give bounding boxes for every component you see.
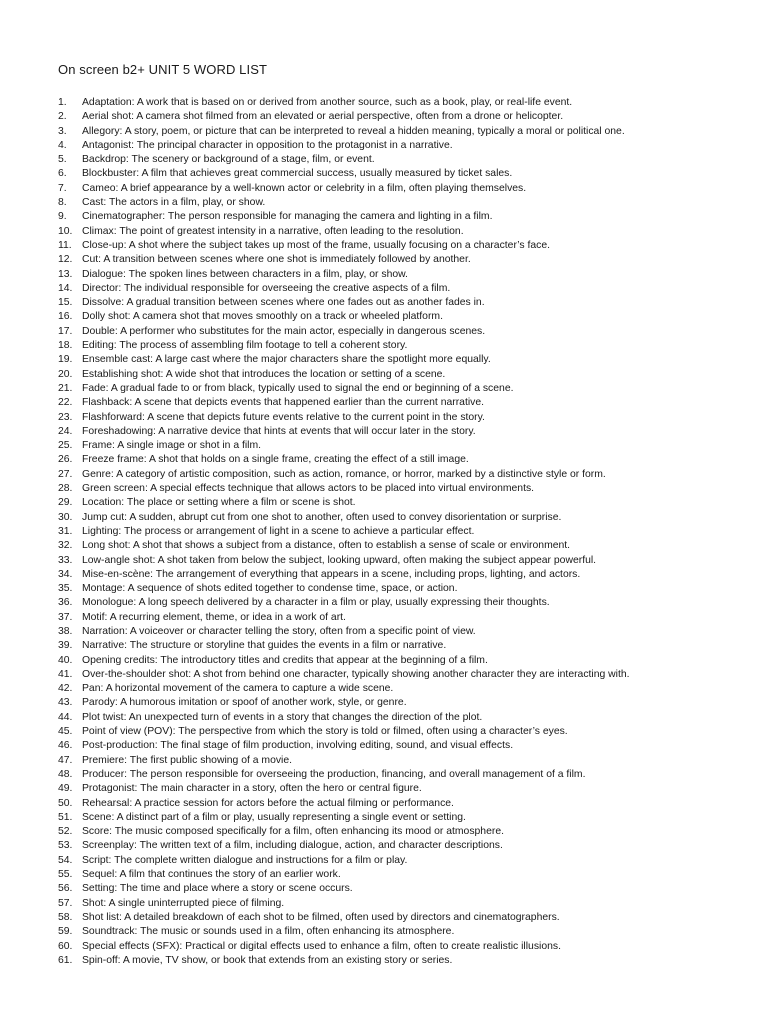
list-item-number: 44.	[58, 711, 73, 723]
list-item	[58, 225, 728, 239]
list-item-number: 19.	[58, 354, 73, 366]
list-item-number: 16.	[58, 311, 73, 323]
list-item-text: Climax: The point of greatest intensity in a narrative, often leading to the resolution.	[82, 225, 464, 237]
list-item-text: Cameo: A brief appearance by a well-known actor or celebrity in a film, often playing themselves.	[82, 182, 527, 194]
list-item-text: Cast: The actors in a film, play, or show.	[82, 197, 266, 209]
list-item-number: 47.	[58, 754, 73, 766]
list-item	[58, 897, 728, 911]
list-item-text: Sequel: A film that continues the story of an earlier work.	[82, 869, 341, 881]
list-item	[58, 854, 728, 868]
list-item-text: Pan: A horizontal movement of the camera to capture a wide scene.	[82, 683, 394, 695]
list-item-number: 6.	[58, 168, 67, 180]
list-item	[58, 139, 728, 153]
list-item-text: Lighting: The process or arrangement of light in a scene to achieve a particular effect.	[82, 525, 475, 537]
list-item-text: Dissolve: A gradual transition between scenes where one fades out as another fades in.	[82, 297, 485, 309]
list-item	[58, 554, 728, 568]
list-item	[58, 639, 728, 653]
list-item	[58, 210, 728, 224]
list-item-number: 57.	[58, 897, 73, 909]
list-item-number: 11.	[58, 239, 72, 251]
list-item-text: Spin-off: A movie, TV show, or book that extends from an existing story or series.	[82, 954, 453, 966]
list-item	[58, 339, 728, 353]
list-item-text: Point of view (POV): The perspective from which the story is told or filmed, often using a character’s eyes.	[82, 726, 568, 738]
list-item-number: 35.	[58, 583, 73, 595]
list-item-text: Shot: A single uninterrupted piece of filming.	[82, 897, 285, 909]
list-item-number: 29.	[58, 497, 73, 509]
list-item-text: Script: The complete written dialogue and instructions for a film or play.	[82, 854, 408, 866]
list-item	[58, 668, 728, 682]
list-item-number: 30.	[58, 511, 73, 523]
list-item-text: Plot twist: An unexpected turn of events in a story that changes the direction of the plot.	[82, 711, 483, 723]
list-item	[58, 582, 728, 596]
list-item-number: 3.	[58, 125, 67, 137]
list-item-number: 7.	[58, 182, 67, 194]
list-item-text: Montage: A sequence of shots edited together to condense time, space, or action.	[82, 583, 458, 595]
list-item	[58, 325, 728, 339]
list-item-number: 40.	[58, 654, 73, 666]
list-item-number: 60.	[58, 940, 73, 952]
list-item-text: Flashforward: A scene that depicts future events relative to the current point in the story.	[82, 411, 485, 423]
list-item	[58, 396, 728, 410]
list-item-text: Ensemble cast: A large cast where the major characters share the spotlight more equally.	[82, 354, 491, 366]
list-item-number: 55.	[58, 869, 73, 881]
list-item-text: Mise-en-scène: The arrangement of everything that appears in a scene, including props, lighting, and actors.	[82, 568, 581, 580]
list-item	[58, 882, 728, 896]
list-item-text: Frame: A single image or shot in a film.	[82, 440, 262, 452]
list-item-text: Screenplay: The written text of a film, including dialogue, action, and character descriptions.	[82, 840, 503, 852]
list-item	[58, 682, 728, 696]
list-item-number: 48.	[58, 768, 73, 780]
list-item	[58, 611, 728, 625]
list-item-number: 25.	[58, 440, 73, 452]
list-item	[58, 811, 728, 825]
list-item	[58, 496, 728, 510]
list-item	[58, 268, 728, 282]
list-item	[58, 282, 728, 296]
list-item-number: 5.	[58, 154, 67, 166]
list-item-text: Protagonist: The main character in a story, often the hero or central figure.	[82, 783, 422, 795]
list-item-text: Scene: A distinct part of a film or play, usually representing a single event or setting.	[82, 811, 466, 823]
list-item-text: Location: The place or setting where a film or scene is shot.	[82, 497, 356, 509]
list-item-number: 10.	[58, 225, 73, 237]
list-item-number: 36.	[58, 597, 73, 609]
list-item-number: 21.	[58, 382, 73, 394]
list-item-text: Foreshadowing: A narrative device that hints at events that will occur later in the story.	[82, 425, 476, 437]
list-item-number: 8.	[58, 197, 67, 209]
list-item	[58, 296, 728, 310]
list-item	[58, 539, 728, 553]
list-item-number: 33.	[58, 554, 73, 566]
list-item	[58, 768, 728, 782]
list-item-text: Freeze frame: A shot that holds on a single frame, creating the effect of a still image.	[82, 454, 469, 466]
list-item-number: 51.	[58, 811, 73, 823]
list-item-text: Post-production: The final stage of film production, involving editing, sound, and visual effects.	[82, 740, 514, 752]
list-item-number: 24.	[58, 425, 73, 437]
list-item	[58, 739, 728, 753]
list-item	[58, 468, 728, 482]
list-item	[58, 110, 728, 124]
list-item-number: 27.	[58, 468, 73, 480]
list-item	[58, 625, 728, 639]
list-item-number: 22.	[58, 397, 73, 409]
list-item	[58, 711, 728, 725]
list-item-number: 12.	[58, 254, 73, 266]
list-item-text: Blockbuster: A film that achieves great commercial success, usually measured by ticket sales.	[82, 168, 513, 180]
list-item-number: 15.	[58, 297, 73, 309]
list-item	[58, 453, 728, 467]
list-item	[58, 596, 728, 610]
list-item-number: 18.	[58, 340, 73, 352]
list-item-text: Parody: A humorous imitation or spoof of another work, style, or genre.	[82, 697, 407, 709]
list-item-number: 52.	[58, 826, 73, 838]
list-item-number: 50.	[58, 797, 73, 809]
list-item	[58, 511, 728, 525]
list-item-text: Long shot: A shot that shows a subject from a distance, often to establish a sense of scale or environment.	[82, 540, 571, 552]
list-item-number: 9.	[58, 211, 67, 223]
list-item-number: 41.	[58, 668, 73, 680]
list-item	[58, 239, 728, 253]
list-item	[58, 696, 728, 710]
list-item-number: 14.	[58, 282, 73, 294]
list-item-number: 61.	[58, 954, 73, 966]
list-item-number: 13.	[58, 268, 73, 280]
list-item	[58, 940, 728, 954]
list-item	[58, 167, 728, 181]
list-item-text: Dialogue: The spoken lines between characters in a film, play, or show.	[82, 268, 408, 280]
list-item-text: Rehearsal: A practice session for actors before the actual filming or performance.	[82, 797, 454, 809]
list-item	[58, 954, 728, 968]
list-item	[58, 439, 728, 453]
list-item-number: 17.	[58, 325, 73, 337]
list-item-text: Shot list: A detailed breakdown of each shot to be filmed, often used by directors and cinematographers.	[82, 911, 560, 923]
list-item-text: Low-angle shot: A shot taken from below the subject, looking upward, often making the subject appear powerful.	[82, 554, 597, 566]
list-item-text: Score: The music composed specifically for a film, often enhancing its mood or atmosphere.	[82, 826, 504, 838]
list-item	[58, 482, 728, 496]
word-list	[58, 96, 728, 968]
list-item	[58, 182, 728, 196]
list-item	[58, 196, 728, 210]
list-item	[58, 797, 728, 811]
list-item-text: Jump cut: A sudden, abrupt cut from one shot to another, often used to convey disorientation or surprise.	[82, 511, 562, 523]
list-item	[58, 839, 728, 853]
list-item	[58, 754, 728, 768]
list-item	[58, 153, 728, 167]
list-item-text: Editing: The process of assembling film footage to tell a coherent story.	[82, 340, 408, 352]
list-item-number: 20.	[58, 368, 73, 380]
list-item-number: 56.	[58, 883, 73, 895]
list-item-text: Green screen: A special effects technique that allows actors to be placed into virtual environments.	[82, 483, 535, 495]
list-item-text: Adaptation: A work that is based on or derived from another source, such as a book, play, or real-life event.	[82, 97, 573, 108]
list-item-number: 43.	[58, 697, 73, 709]
list-item-text: Premiere: The first public showing of a movie.	[82, 754, 293, 766]
list-item-number: 26.	[58, 454, 73, 466]
list-item-text: Antagonist: The principal character in opposition to the protagonist in a narrative.	[82, 139, 453, 151]
list-item-number: 54.	[58, 854, 73, 866]
list-item-text: Special effects (SFX): Practical or digital effects used to enhance a film, often to create realistic illusions.	[82, 940, 561, 952]
list-item-number: 49.	[58, 783, 73, 795]
list-item-text: Setting: The time and place where a story or scene occurs.	[82, 883, 353, 895]
list-item-text: Over-the-shoulder shot: A shot from behind one character, typically showing another character they are interacting with.	[82, 668, 630, 680]
list-item	[58, 911, 728, 925]
list-item	[58, 368, 728, 382]
list-item-text: Opening credits: The introductory titles and credits that appear at the beginning of a film.	[82, 654, 488, 666]
list-item-text: Aerial shot: A camera shot filmed from an elevated or aerial perspective, often from a drone or helicopter.	[82, 111, 564, 123]
list-item	[58, 525, 728, 539]
list-item-number: 46.	[58, 740, 73, 752]
list-item	[58, 782, 728, 796]
list-item-number: 2.	[58, 111, 67, 123]
list-item	[58, 825, 728, 839]
list-item-number: 58.	[58, 911, 73, 923]
list-item-number: 31.	[58, 525, 73, 537]
list-item	[58, 654, 728, 668]
list-item	[58, 725, 728, 739]
list-item-text: Genre: A category of artistic composition, such as action, romance, or horror, marked by a distinctive style or form.	[82, 468, 606, 480]
list-item	[58, 125, 728, 139]
list-item	[58, 96, 728, 110]
list-item-text: Backdrop: The scenery or background of a stage, film, or event.	[82, 154, 375, 166]
list-item-number: 1.	[58, 97, 67, 108]
list-item-number: 23.	[58, 411, 73, 423]
list-item	[58, 925, 728, 939]
page-title: On screen b2+ UNIT 5 WORD LIST	[58, 62, 268, 77]
list-item-text: Director: The individual responsible for overseeing the creative aspects of a film.	[82, 282, 451, 294]
list-item-text: Monologue: A long speech delivered by a character in a film or play, usually expressing their thoughts.	[82, 597, 550, 609]
list-item-text: Establishing shot: A wide shot that introduces the location or setting of a scene.	[82, 368, 446, 380]
list-item-text: Cut: A transition between scenes where one shot is immediately followed by another.	[82, 254, 471, 266]
list-item-text: Cinematographer: The person responsible for managing the camera and lighting in a film.	[82, 211, 493, 223]
list-item	[58, 253, 728, 267]
list-item-number: 32.	[58, 540, 73, 552]
list-item	[58, 353, 728, 367]
list-item-number: 38.	[58, 625, 73, 637]
list-item-number: 28.	[58, 483, 73, 495]
list-item	[58, 411, 728, 425]
list-item-text: Soundtrack: The music or sounds used in a film, often enhancing its atmosphere.	[82, 926, 455, 938]
list-item-text: Fade: A gradual fade to or from black, typically used to signal the end or beginning of a scene.	[82, 382, 514, 394]
list-item-text: Double: A performer who substitutes for the main actor, especially in dangerous scenes.	[82, 325, 486, 337]
list-item-number: 39.	[58, 640, 73, 652]
list-item-text: Producer: The person responsible for overseeing the production, financing, and overall management of a film.	[82, 768, 586, 780]
list-item-number: 45.	[58, 726, 73, 738]
list-item	[58, 310, 728, 324]
list-item-number: 4.	[58, 139, 67, 151]
list-item-number: 34.	[58, 568, 73, 580]
list-item-text: Flashback: A scene that depicts events that happened earlier than the current narrative.	[82, 397, 485, 409]
list-item-number: 53.	[58, 840, 73, 852]
list-item	[58, 868, 728, 882]
list-item-text: Allegory: A story, poem, or picture that can be interpreted to reveal a hidden meaning, typically a moral or political one.	[82, 125, 625, 137]
list-item-number: 42.	[58, 683, 73, 695]
list-item-text: Dolly shot: A camera shot that moves smoothly on a track or wheeled platform.	[82, 311, 443, 323]
list-item-text: Narrative: The structure or storyline that guides the events in a film or narrative.	[82, 640, 447, 652]
list-item	[58, 425, 728, 439]
list-item-number: 37.	[58, 611, 73, 623]
list-item-number: 59.	[58, 926, 73, 938]
list-item	[58, 568, 728, 582]
list-item-text: Narration: A voiceover or character telling the story, often from a specific point of view.	[82, 625, 476, 637]
list-item-text: Close-up: A shot where the subject takes up most of the frame, usually focusing on a character’s face.	[82, 239, 551, 251]
list-item	[58, 382, 728, 396]
list-item-text: Motif: A recurring element, theme, or idea in a work of art.	[82, 611, 346, 623]
